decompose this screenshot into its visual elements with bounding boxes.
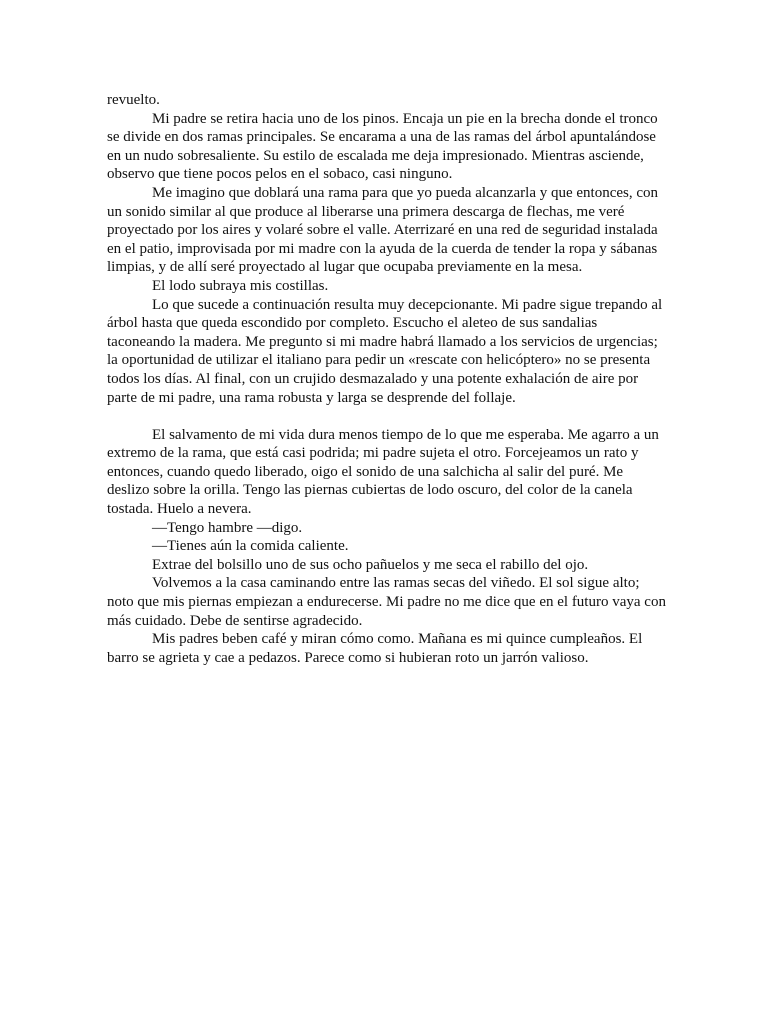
paragraph-continuation: revuelto. [107, 92, 160, 108]
paragraph: El salvamento de mi vida dura menos tiempo de lo que me esperaba. Me agarro a un extremo de la rama, que está casi podrida; mi padre sujeta el otro. Forcejeamos un rato y entonces, cuando quedo liberado, oigo el sonido de una salchicha al salir del puré. Me deslizo sobre la orilla. Tengo las piernas cubiertas de lodo oscuro, del color de la canela tostada. Huelo a nevera. [107, 426, 659, 518]
dialogue-line: —Tengo hambre —digo. [152, 519, 303, 536]
body-text [107, 91, 667, 667]
section-break [107, 407, 667, 426]
paragraph: Me imagino que doblará una rama para que yo pueda alcanzarla y que entonces, con un sonido similar al que produce al liberarse una primera descarga de flechas, me veré proyectado por los aires y volaré sobre el valle. Aterrizaré en una red de seguridad instalada en el patio, improvisada por mi madre con la ayuda de la cuerda de tender la ropa y sábanas limpias, y de allí seré proyectado al lugar que ocupaba previamente en la mesa. [107, 184, 659, 276]
paragraph: Mis padres beben café y miran cómo como. Mañana es mi quince cumpleaños. El barro se agrieta y cae a pedazos. Parece como si hubieran roto un jarrón valioso. [107, 631, 643, 666]
dialogue-line: —Tienes aún la comida caliente. [152, 538, 349, 555]
paragraph: Extrae del bolsillo uno de sus ocho pañuelos y me seca el rabillo del ojo. [152, 556, 589, 573]
paragraph: Lo que sucede a continuación resulta muy decepcionante. Mi padre sigue trepando al árbol hasta que queda escondido por completo. Escucho el aleteo de sus sandalias taconeando la madera. Me pregunto si mi madre habrá llamado a los servicios de urgencias; la oportunidad de utilizar el italiano para pedir un «rescate con helicóptero» no se presenta todos los días. Al final, con un crujido desmazalado y una potente exhalación de aire por parte de mi padre, una rama robusta y larga se desprende del follaje. [107, 296, 663, 406]
paragraph: El lodo subraya mis costillas. [152, 277, 329, 294]
paragraph: Mi padre se retira hacia uno de los pinos. Encaja un pie en la brecha donde el tronco se divide en dos ramas principales. Se encarama a una de las ramas del árbol apuntalándose en un nudo sobresaliente. Su estilo de escalada me deja impresionado. Mientras asciende, observo que tiene pocos pelos en el sobaco, casi ninguno. [107, 110, 658, 183]
paragraph: Volvemos a la casa caminando entre las ramas secas del viñedo. El sol sigue alto; noto que mis piernas empiezan a endurecerse. Mi padre no me dice que en el futuro vaya con más cuidado. Debe de sentirse agradecido. [107, 575, 666, 629]
